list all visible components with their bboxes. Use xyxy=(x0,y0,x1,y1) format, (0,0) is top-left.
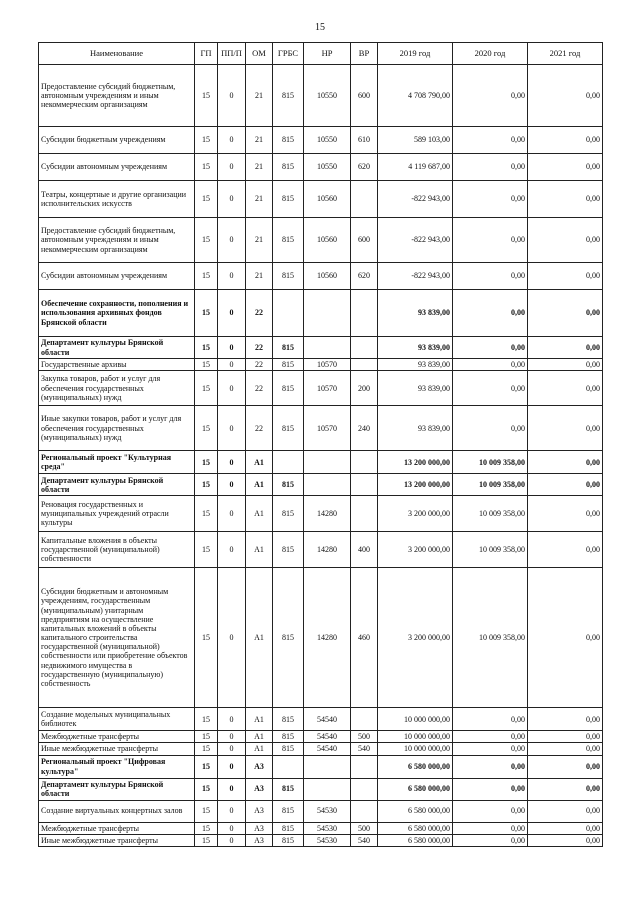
cell-vr xyxy=(351,290,378,337)
cell-name: Закупка товаров, работ и услуг для обеспечения государственных (муниципальных) нужд xyxy=(39,371,195,406)
table-row xyxy=(39,127,603,154)
cell-2021: 0,00 xyxy=(528,218,603,263)
cell-2019: 3 200 000,00 xyxy=(378,532,453,568)
table-row xyxy=(39,65,603,127)
cell-grbs: 815 xyxy=(273,731,304,743)
cell-nr: 54540 xyxy=(304,743,351,755)
cell-2021: 0,00 xyxy=(528,822,603,834)
cell-name: Предоставление субсидий бюджетным, автономным учреждениям и иным некоммерческим организациям xyxy=(39,65,195,127)
cell-2020: 0,00 xyxy=(453,778,528,800)
cell-nr: 10570 xyxy=(304,371,351,406)
cell-pp: 0 xyxy=(218,451,246,474)
cell-name: Межбюджетные трансферты xyxy=(39,822,195,834)
cell-2021: 0,00 xyxy=(528,474,603,496)
cell-vr xyxy=(351,474,378,496)
cell-vr: 610 xyxy=(351,127,378,154)
cell-om: A1 xyxy=(246,474,273,496)
cell-2021: 0,00 xyxy=(528,154,603,181)
cell-grbs xyxy=(273,451,304,474)
table-row xyxy=(39,778,603,800)
cell-gp: 15 xyxy=(195,154,218,181)
cell-pp: 0 xyxy=(218,800,246,822)
cell-pp: 0 xyxy=(218,181,246,218)
cell-gp: 15 xyxy=(195,834,218,846)
cell-vr xyxy=(351,451,378,474)
cell-2019: 13 200 000,00 xyxy=(378,451,453,474)
cell-2020: 0,00 xyxy=(453,65,528,127)
cell-nr: 54530 xyxy=(304,800,351,822)
cell-2020: 10 009 358,00 xyxy=(453,568,528,708)
cell-2019: 3 200 000,00 xyxy=(378,496,453,532)
table-row xyxy=(39,800,603,822)
cell-nr: 54540 xyxy=(304,708,351,731)
header-2019: 2019 год xyxy=(378,43,453,65)
cell-om: A3 xyxy=(246,834,273,846)
cell-pp: 0 xyxy=(218,496,246,532)
table-row xyxy=(39,496,603,532)
cell-grbs: 815 xyxy=(273,65,304,127)
cell-vr xyxy=(351,496,378,532)
cell-2019: 93 839,00 xyxy=(378,337,453,359)
cell-om: A3 xyxy=(246,778,273,800)
cell-om: 22 xyxy=(246,290,273,337)
cell-2020: 10 009 358,00 xyxy=(453,474,528,496)
cell-vr xyxy=(351,778,378,800)
cell-2020: 10 009 358,00 xyxy=(453,496,528,532)
cell-pp: 0 xyxy=(218,532,246,568)
cell-nr: 10550 xyxy=(304,65,351,127)
cell-vr: 620 xyxy=(351,154,378,181)
cell-grbs: 815 xyxy=(273,154,304,181)
cell-vr: 600 xyxy=(351,218,378,263)
cell-2019: 93 839,00 xyxy=(378,406,453,451)
cell-om: A3 xyxy=(246,800,273,822)
cell-om: A1 xyxy=(246,532,273,568)
cell-grbs: 815 xyxy=(273,496,304,532)
cell-name: Субсидии бюджетным учреждениям xyxy=(39,127,195,154)
cell-grbs: 815 xyxy=(273,743,304,755)
cell-vr: 500 xyxy=(351,731,378,743)
cell-gp: 15 xyxy=(195,127,218,154)
cell-nr xyxy=(304,755,351,778)
cell-vr: 500 xyxy=(351,822,378,834)
cell-grbs: 815 xyxy=(273,568,304,708)
cell-pp: 0 xyxy=(218,218,246,263)
cell-om: 21 xyxy=(246,65,273,127)
cell-om: 22 xyxy=(246,337,273,359)
page-number: 15 xyxy=(315,22,325,33)
cell-2020: 0,00 xyxy=(453,127,528,154)
cell-grbs: 815 xyxy=(273,263,304,290)
cell-gp: 15 xyxy=(195,337,218,359)
cell-grbs: 815 xyxy=(273,822,304,834)
cell-nr: 10570 xyxy=(304,359,351,371)
cell-2019: 10 000 000,00 xyxy=(378,731,453,743)
cell-grbs: 815 xyxy=(273,406,304,451)
cell-2021: 0,00 xyxy=(528,568,603,708)
cell-nr: 10550 xyxy=(304,154,351,181)
cell-2019: -822 943,00 xyxy=(378,181,453,218)
cell-gp: 15 xyxy=(195,708,218,731)
header-gp: ГП xyxy=(195,43,218,65)
cell-name: Театры, концертные и другие организации исполнительских искусств xyxy=(39,181,195,218)
cell-pp: 0 xyxy=(218,755,246,778)
cell-2020: 0,00 xyxy=(453,822,528,834)
cell-vr xyxy=(351,359,378,371)
cell-nr xyxy=(304,778,351,800)
cell-name: Создание виртуальных концертных залов xyxy=(39,800,195,822)
table-row xyxy=(39,263,603,290)
cell-2019: 6 580 000,00 xyxy=(378,778,453,800)
cell-grbs: 815 xyxy=(273,359,304,371)
table-header-row xyxy=(39,43,603,65)
cell-om: 21 xyxy=(246,127,273,154)
cell-pp: 0 xyxy=(218,263,246,290)
cell-vr: 460 xyxy=(351,568,378,708)
cell-gp: 15 xyxy=(195,568,218,708)
cell-gp: 15 xyxy=(195,371,218,406)
cell-name: Межбюджетные трансферты xyxy=(39,731,195,743)
cell-nr: 54540 xyxy=(304,731,351,743)
cell-name: Департамент культуры Брянской области xyxy=(39,778,195,800)
cell-vr: 540 xyxy=(351,834,378,846)
cell-gp: 15 xyxy=(195,731,218,743)
cell-gp: 15 xyxy=(195,290,218,337)
table-row xyxy=(39,708,603,731)
cell-pp: 0 xyxy=(218,568,246,708)
cell-gp: 15 xyxy=(195,451,218,474)
cell-2021: 0,00 xyxy=(528,743,603,755)
cell-om: 21 xyxy=(246,263,273,290)
cell-name: Создание модельных муниципальных библиотек xyxy=(39,708,195,731)
header-2021: 2021 год xyxy=(528,43,603,65)
cell-vr: 600 xyxy=(351,65,378,127)
cell-gp: 15 xyxy=(195,743,218,755)
cell-gp: 15 xyxy=(195,800,218,822)
cell-2021: 0,00 xyxy=(528,359,603,371)
cell-vr xyxy=(351,181,378,218)
cell-name: Капитальные вложения в объекты государственной (муниципальной) собственности xyxy=(39,532,195,568)
cell-2020: 0,00 xyxy=(453,731,528,743)
cell-2019: 93 839,00 xyxy=(378,290,453,337)
cell-vr xyxy=(351,755,378,778)
cell-grbs: 815 xyxy=(273,532,304,568)
cell-2019: 10 000 000,00 xyxy=(378,708,453,731)
cell-gp: 15 xyxy=(195,406,218,451)
cell-2020: 0,00 xyxy=(453,708,528,731)
cell-om: A3 xyxy=(246,755,273,778)
cell-grbs: 815 xyxy=(273,778,304,800)
cell-2021: 0,00 xyxy=(528,731,603,743)
cell-2021: 0,00 xyxy=(528,263,603,290)
cell-pp: 0 xyxy=(218,290,246,337)
cell-gp: 15 xyxy=(195,496,218,532)
cell-nr: 10570 xyxy=(304,406,351,451)
table-row xyxy=(39,532,603,568)
cell-pp: 0 xyxy=(218,337,246,359)
cell-om: A3 xyxy=(246,822,273,834)
cell-grbs: 815 xyxy=(273,127,304,154)
cell-name: Субсидии автономным учреждениям xyxy=(39,263,195,290)
table-row xyxy=(39,451,603,474)
cell-gp: 15 xyxy=(195,359,218,371)
cell-om: 22 xyxy=(246,359,273,371)
table-row xyxy=(39,755,603,778)
cell-vr xyxy=(351,337,378,359)
cell-name: Департамент культуры Брянской области xyxy=(39,337,195,359)
cell-nr xyxy=(304,474,351,496)
cell-2019: 93 839,00 xyxy=(378,359,453,371)
cell-pp: 0 xyxy=(218,371,246,406)
cell-vr xyxy=(351,800,378,822)
cell-2021: 0,00 xyxy=(528,65,603,127)
cell-om: 22 xyxy=(246,406,273,451)
table-row xyxy=(39,474,603,496)
cell-om: A1 xyxy=(246,731,273,743)
cell-pp: 0 xyxy=(218,474,246,496)
cell-pp: 0 xyxy=(218,743,246,755)
table-row xyxy=(39,218,603,263)
cell-2020: 0,00 xyxy=(453,154,528,181)
cell-nr: 10560 xyxy=(304,218,351,263)
cell-name: Субсидии автономным учреждениям xyxy=(39,154,195,181)
cell-2021: 0,00 xyxy=(528,451,603,474)
cell-pp: 0 xyxy=(218,154,246,181)
table-row xyxy=(39,822,603,834)
cell-gp: 15 xyxy=(195,755,218,778)
cell-gp: 15 xyxy=(195,65,218,127)
cell-om: A1 xyxy=(246,568,273,708)
cell-2021: 0,00 xyxy=(528,778,603,800)
cell-2021: 0,00 xyxy=(528,800,603,822)
cell-2020: 0,00 xyxy=(453,181,528,218)
cell-grbs: 815 xyxy=(273,834,304,846)
cell-2021: 0,00 xyxy=(528,127,603,154)
table-row xyxy=(39,371,603,406)
header-grbs: ГРБС xyxy=(273,43,304,65)
cell-2019: 6 580 000,00 xyxy=(378,800,453,822)
cell-pp: 0 xyxy=(218,708,246,731)
cell-2020: 0,00 xyxy=(453,755,528,778)
cell-2019: 93 839,00 xyxy=(378,371,453,406)
cell-om: A1 xyxy=(246,743,273,755)
cell-vr: 620 xyxy=(351,263,378,290)
cell-vr: 400 xyxy=(351,532,378,568)
table-row xyxy=(39,337,603,359)
cell-2021: 0,00 xyxy=(528,755,603,778)
cell-2020: 0,00 xyxy=(453,263,528,290)
cell-2019: 6 580 000,00 xyxy=(378,822,453,834)
cell-om: A1 xyxy=(246,708,273,731)
cell-2021: 0,00 xyxy=(528,496,603,532)
cell-pp: 0 xyxy=(218,822,246,834)
table-row xyxy=(39,568,603,708)
cell-2020: 0,00 xyxy=(453,337,528,359)
table-row xyxy=(39,359,603,371)
cell-name: Государственные архивы xyxy=(39,359,195,371)
cell-nr: 54530 xyxy=(304,834,351,846)
cell-2020: 0,00 xyxy=(453,218,528,263)
cell-pp: 0 xyxy=(218,834,246,846)
cell-gp: 15 xyxy=(195,532,218,568)
cell-name: Иные межбюджетные трансферты xyxy=(39,743,195,755)
cell-vr: 540 xyxy=(351,743,378,755)
header-om: ОМ xyxy=(246,43,273,65)
cell-grbs: 815 xyxy=(273,181,304,218)
cell-name: Субсидии бюджетным и автономным учреждениям, государственным (муниципальным) унитарным предприятиям на осуществление капитальных вложений в объекты капитального строительства государственной (муниципальной) собственности или приобретение объектов недвижимого имущества в государственную (муниципальную) собственность xyxy=(39,568,195,708)
cell-grbs: 815 xyxy=(273,337,304,359)
header-nr: НР xyxy=(304,43,351,65)
cell-2019: -822 943,00 xyxy=(378,263,453,290)
cell-pp: 0 xyxy=(218,65,246,127)
cell-grbs: 815 xyxy=(273,708,304,731)
cell-pp: 0 xyxy=(218,406,246,451)
cell-2020: 10 009 358,00 xyxy=(453,451,528,474)
cell-2019: 6 580 000,00 xyxy=(378,755,453,778)
cell-2021: 0,00 xyxy=(528,181,603,218)
cell-name: Предоставление субсидий бюджетным, автономным учреждениям и иным некоммерческим организациям xyxy=(39,218,195,263)
cell-2020: 0,00 xyxy=(453,834,528,846)
cell-gp: 15 xyxy=(195,822,218,834)
cell-grbs: 815 xyxy=(273,474,304,496)
cell-2019: 3 200 000,00 xyxy=(378,568,453,708)
cell-2020: 0,00 xyxy=(453,371,528,406)
cell-2021: 0,00 xyxy=(528,834,603,846)
cell-2020: 0,00 xyxy=(453,743,528,755)
cell-gp: 15 xyxy=(195,263,218,290)
cell-pp: 0 xyxy=(218,127,246,154)
cell-2021: 0,00 xyxy=(528,371,603,406)
cell-name: Обеспечение сохранности, пополнения и использования архивных фондов Брянской области xyxy=(39,290,195,337)
cell-grbs: 815 xyxy=(273,800,304,822)
header-pp: ПП/П xyxy=(218,43,246,65)
cell-nr: 10560 xyxy=(304,263,351,290)
cell-nr: 10550 xyxy=(304,127,351,154)
cell-grbs xyxy=(273,755,304,778)
cell-om: A1 xyxy=(246,496,273,532)
cell-nr: 14280 xyxy=(304,496,351,532)
header-vr: ВР xyxy=(351,43,378,65)
table-row xyxy=(39,731,603,743)
cell-2020: 10 009 358,00 xyxy=(453,532,528,568)
table-row xyxy=(39,154,603,181)
cell-2019: 4 119 687,00 xyxy=(378,154,453,181)
cell-2019: -822 943,00 xyxy=(378,218,453,263)
cell-2019: 6 580 000,00 xyxy=(378,834,453,846)
cell-2019: 13 200 000,00 xyxy=(378,474,453,496)
cell-vr: 200 xyxy=(351,371,378,406)
cell-grbs: 815 xyxy=(273,218,304,263)
cell-2020: 0,00 xyxy=(453,406,528,451)
cell-2019: 4 708 790,00 xyxy=(378,65,453,127)
cell-2020: 0,00 xyxy=(453,359,528,371)
cell-grbs: 815 xyxy=(273,371,304,406)
cell-pp: 0 xyxy=(218,778,246,800)
table-row xyxy=(39,290,603,337)
cell-nr: 10560 xyxy=(304,181,351,218)
cell-om: 21 xyxy=(246,154,273,181)
cell-nr: 54530 xyxy=(304,822,351,834)
cell-name: Региональный проект "Цифровая культура" xyxy=(39,755,195,778)
cell-vr xyxy=(351,708,378,731)
cell-gp: 15 xyxy=(195,181,218,218)
cell-om: 22 xyxy=(246,371,273,406)
cell-2021: 0,00 xyxy=(528,406,603,451)
cell-name: Иные межбюджетные трансферты xyxy=(39,834,195,846)
cell-om: A1 xyxy=(246,451,273,474)
cell-nr xyxy=(304,290,351,337)
cell-name: Департамент культуры Брянской области xyxy=(39,474,195,496)
cell-2021: 0,00 xyxy=(528,290,603,337)
table-row xyxy=(39,181,603,218)
cell-2021: 0,00 xyxy=(528,708,603,731)
table-row xyxy=(39,834,603,846)
cell-nr xyxy=(304,451,351,474)
cell-gp: 15 xyxy=(195,778,218,800)
cell-nr: 14280 xyxy=(304,532,351,568)
cell-nr xyxy=(304,337,351,359)
cell-gp: 15 xyxy=(195,218,218,263)
cell-pp: 0 xyxy=(218,731,246,743)
cell-name: Реновация государственных и муниципальных учреждений отрасли культуры xyxy=(39,496,195,532)
header-2020: 2020 год xyxy=(453,43,528,65)
cell-gp: 15 xyxy=(195,474,218,496)
cell-2020: 0,00 xyxy=(453,290,528,337)
cell-2020: 0,00 xyxy=(453,800,528,822)
table-row xyxy=(39,743,603,755)
cell-name: Иные закупки товаров, работ и услуг для обеспечения государственных (муниципальных) нужд xyxy=(39,406,195,451)
cell-2019: 589 103,00 xyxy=(378,127,453,154)
cell-grbs xyxy=(273,290,304,337)
table-row xyxy=(39,406,603,451)
cell-om: 21 xyxy=(246,181,273,218)
cell-2021: 0,00 xyxy=(528,532,603,568)
cell-vr: 240 xyxy=(351,406,378,451)
cell-2021: 0,00 xyxy=(528,337,603,359)
cell-pp: 0 xyxy=(218,359,246,371)
cell-om: 21 xyxy=(246,218,273,263)
cell-name: Региональный проект "Культурная среда" xyxy=(39,451,195,474)
header-name: Наименование xyxy=(39,43,195,65)
cell-nr: 14280 xyxy=(304,568,351,708)
cell-2019: 10 000 000,00 xyxy=(378,743,453,755)
budget-table xyxy=(38,42,603,847)
